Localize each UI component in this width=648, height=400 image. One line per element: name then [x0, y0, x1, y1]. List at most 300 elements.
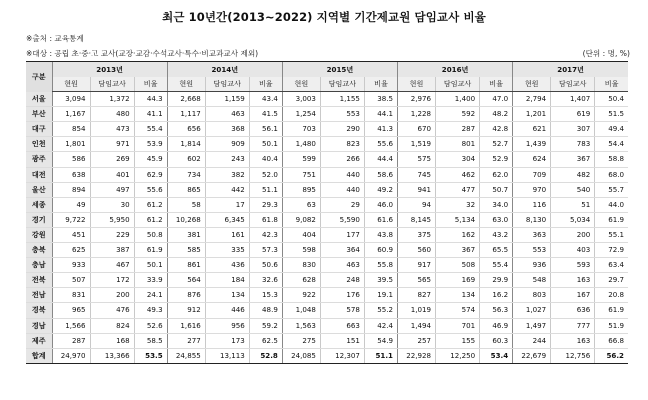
- ratio-cell: 42.4: [364, 318, 397, 333]
- ratio-cell: 62.5: [249, 333, 282, 348]
- value-cell: 1,019: [398, 303, 436, 318]
- value-cell: 440: [320, 182, 364, 197]
- value-cell: 13,113: [205, 348, 249, 363]
- value-cell: 172: [90, 273, 134, 288]
- ratio-cell: 41.5: [249, 107, 282, 122]
- subheader-1: 담임교사: [90, 77, 134, 92]
- ratio-cell: 61.6: [364, 212, 397, 227]
- value-cell: 592: [436, 107, 480, 122]
- region-cell: 대전: [26, 167, 52, 182]
- ratio-cell: 41.1: [134, 107, 167, 122]
- ratio-cell: 44.3: [134, 92, 167, 107]
- value-cell: 578: [320, 303, 364, 318]
- value-cell: 1,801: [52, 137, 90, 152]
- table-row: [26, 107, 628, 122]
- ratio-cell: 43.2: [480, 227, 513, 242]
- value-cell: 917: [398, 258, 436, 273]
- value-cell: 638: [52, 167, 90, 182]
- ratio-cell: 15.3: [249, 288, 282, 303]
- ratio-cell: 72.9: [595, 243, 628, 258]
- region-cell: 충북: [26, 243, 52, 258]
- value-cell: 176: [320, 288, 364, 303]
- ratio-cell: 57.3: [249, 243, 282, 258]
- table-row: [26, 243, 628, 258]
- value-cell: 387: [90, 243, 134, 258]
- ratio-cell: 55.1: [595, 227, 628, 242]
- ratio-cell: 53.5: [134, 348, 167, 363]
- value-cell: 463: [205, 107, 249, 122]
- value-cell: 548: [513, 273, 551, 288]
- value-cell: 1,563: [282, 318, 320, 333]
- value-cell: 1,439: [513, 137, 551, 152]
- value-cell: 151: [320, 333, 364, 348]
- value-cell: 865: [167, 182, 205, 197]
- year-header: 2015년: [282, 62, 397, 78]
- table-row: [26, 318, 628, 333]
- value-cell: 1,159: [205, 92, 249, 107]
- table-row: [26, 182, 628, 197]
- region-cell: 합계: [26, 348, 52, 363]
- value-cell: 734: [167, 167, 205, 182]
- region-cell: 울산: [26, 182, 52, 197]
- table-row: [26, 92, 628, 107]
- value-cell: 670: [398, 122, 436, 137]
- value-cell: 467: [90, 258, 134, 273]
- table-header: [26, 62, 628, 92]
- value-cell: 442: [205, 182, 249, 197]
- value-cell: 5,134: [436, 212, 480, 227]
- value-cell: 463: [320, 258, 364, 273]
- ratio-cell: 51.5: [595, 107, 628, 122]
- value-cell: 628: [282, 273, 320, 288]
- value-cell: 200: [90, 288, 134, 303]
- value-cell: 586: [52, 152, 90, 167]
- value-cell: 1,201: [513, 107, 551, 122]
- value-cell: 619: [551, 107, 595, 122]
- value-cell: 2,668: [167, 92, 205, 107]
- table-row: [26, 303, 628, 318]
- value-cell: 482: [551, 167, 595, 182]
- ratio-cell: 50.7: [480, 182, 513, 197]
- value-cell: 462: [436, 167, 480, 182]
- ratio-cell: 43.8: [364, 227, 397, 242]
- value-cell: 560: [398, 243, 436, 258]
- ratio-cell: 44.4: [364, 152, 397, 167]
- ratio-cell: 56.1: [249, 122, 282, 137]
- value-cell: 574: [436, 303, 480, 318]
- value-cell: 3,003: [282, 92, 320, 107]
- value-cell: 965: [52, 303, 90, 318]
- value-cell: 663: [320, 318, 364, 333]
- value-cell: 290: [320, 122, 364, 137]
- ratio-cell: 55.4: [134, 122, 167, 137]
- value-cell: 12,307: [320, 348, 364, 363]
- ratio-cell: 16.2: [480, 288, 513, 303]
- ratio-cell: 50.6: [249, 258, 282, 273]
- ratio-cell: 55.4: [480, 258, 513, 273]
- value-cell: 861: [167, 258, 205, 273]
- ratio-cell: 40.4: [249, 152, 282, 167]
- value-cell: 803: [513, 288, 551, 303]
- value-cell: 248: [320, 273, 364, 288]
- region-cell: 세종: [26, 197, 52, 212]
- ratio-cell: 61.8: [249, 212, 282, 227]
- value-cell: 30: [90, 197, 134, 212]
- ratio-cell: 56.3: [480, 303, 513, 318]
- ratio-cell: 56.2: [595, 348, 628, 363]
- ratio-cell: 52.8: [249, 348, 282, 363]
- value-cell: 473: [90, 122, 134, 137]
- ratio-cell: 44.0: [595, 197, 628, 212]
- table-row: [26, 152, 628, 167]
- value-cell: 909: [205, 137, 249, 152]
- region-cell: 경북: [26, 303, 52, 318]
- ratio-cell: 43.4: [249, 92, 282, 107]
- ratio-cell: 49.4: [595, 122, 628, 137]
- value-cell: 368: [205, 122, 249, 137]
- ratio-cell: 24.1: [134, 288, 167, 303]
- year-header: 2016년: [398, 62, 513, 78]
- value-cell: 624: [513, 152, 551, 167]
- value-cell: 375: [398, 227, 436, 242]
- ratio-cell: 61.2: [134, 212, 167, 227]
- value-cell: 709: [513, 167, 551, 182]
- value-cell: 1,167: [52, 107, 90, 122]
- value-cell: 12,250: [436, 348, 480, 363]
- value-cell: 1,254: [282, 107, 320, 122]
- value-cell: 335: [205, 243, 249, 258]
- ratio-cell: 50.4: [595, 92, 628, 107]
- ratio-cell: 51.9: [595, 318, 628, 333]
- page-title: 최근 10년간(2013~2022) 지역별 기간제교원 담임교사 비율: [162, 10, 486, 24]
- ratio-cell: 63.4: [595, 258, 628, 273]
- ratio-cell: 50.1: [249, 137, 282, 152]
- scope-note: ※대상 : 공립 초·중·고 교사(교장·교감·수석교사·특수·비교과교사 제외): [26, 49, 259, 58]
- value-cell: 564: [167, 273, 205, 288]
- value-cell: 177: [320, 227, 364, 242]
- value-cell: 24,970: [52, 348, 90, 363]
- value-cell: 1,155: [320, 92, 364, 107]
- region-cell: 서울: [26, 92, 52, 107]
- value-cell: 363: [513, 227, 551, 242]
- value-cell: 701: [436, 318, 480, 333]
- ratio-cell: 20.8: [595, 288, 628, 303]
- value-cell: 854: [52, 122, 90, 137]
- value-cell: 777: [551, 318, 595, 333]
- value-cell: 12,756: [551, 348, 595, 363]
- value-cell: 32: [436, 197, 480, 212]
- value-cell: 553: [513, 243, 551, 258]
- ratio-cell: 59.2: [249, 318, 282, 333]
- ratio-cell: 46.0: [364, 197, 397, 212]
- value-cell: 1,480: [282, 137, 320, 152]
- table-row: [26, 137, 628, 152]
- value-cell: 446: [205, 303, 249, 318]
- value-cell: 602: [167, 152, 205, 167]
- subheader-2: 비율: [249, 77, 282, 92]
- ratio-cell: 58.8: [595, 152, 628, 167]
- table-row: [26, 197, 628, 212]
- subheader-1: 담임교사: [320, 77, 364, 92]
- region-cell: 부산: [26, 107, 52, 122]
- value-cell: 229: [90, 227, 134, 242]
- value-cell: 621: [513, 122, 551, 137]
- ratio-cell: 19.1: [364, 288, 397, 303]
- region-cell: 대구: [26, 122, 52, 137]
- value-cell: 2,976: [398, 92, 436, 107]
- ratio-cell: 52.7: [480, 137, 513, 152]
- table-row: [26, 273, 628, 288]
- value-cell: 1,027: [513, 303, 551, 318]
- value-cell: 17: [205, 197, 249, 212]
- value-cell: 5,590: [320, 212, 364, 227]
- table-body: [26, 92, 628, 364]
- value-cell: 168: [90, 333, 134, 348]
- value-cell: 29: [320, 197, 364, 212]
- region-cell: 인천: [26, 137, 52, 152]
- ratio-cell: 53.4: [480, 348, 513, 363]
- table-row: [26, 333, 628, 348]
- value-cell: 134: [436, 288, 480, 303]
- value-cell: 477: [436, 182, 480, 197]
- subheader-1: 담임교사: [551, 77, 595, 92]
- ratio-cell: 34.0: [480, 197, 513, 212]
- value-cell: 173: [205, 333, 249, 348]
- value-cell: 24,855: [167, 348, 205, 363]
- value-cell: 507: [52, 273, 90, 288]
- ratio-cell: 32.6: [249, 273, 282, 288]
- ratio-cell: 47.0: [480, 92, 513, 107]
- value-cell: 599: [282, 152, 320, 167]
- value-cell: 451: [52, 227, 90, 242]
- table-row: [26, 167, 628, 182]
- value-cell: 401: [90, 167, 134, 182]
- value-cell: 827: [398, 288, 436, 303]
- value-cell: 2,794: [513, 92, 551, 107]
- value-cell: 894: [52, 182, 90, 197]
- value-cell: 636: [551, 303, 595, 318]
- corner-header: 구분: [26, 62, 52, 92]
- ratio-cell: 50.1: [134, 258, 167, 273]
- value-cell: 5,950: [90, 212, 134, 227]
- ratio-cell: 42.8: [480, 122, 513, 137]
- value-cell: 169: [436, 273, 480, 288]
- ratio-cell: 63.0: [480, 212, 513, 227]
- table-row: [26, 122, 628, 137]
- value-cell: 243: [205, 152, 249, 167]
- value-cell: 184: [205, 273, 249, 288]
- ratio-cell: 41.3: [364, 122, 397, 137]
- value-cell: 751: [282, 167, 320, 182]
- subheader-0: 현원: [513, 77, 551, 92]
- ratio-cell: 52.6: [134, 318, 167, 333]
- value-cell: 783: [551, 137, 595, 152]
- value-cell: 287: [52, 333, 90, 348]
- value-cell: 585: [167, 243, 205, 258]
- year-header: 2017년: [513, 62, 628, 78]
- region-cell: 광주: [26, 152, 52, 167]
- value-cell: 1,497: [513, 318, 551, 333]
- ratio-cell: 49.2: [364, 182, 397, 197]
- ratio-cell: 68.0: [595, 167, 628, 182]
- value-cell: 364: [320, 243, 364, 258]
- region-cell: 충남: [26, 258, 52, 273]
- value-cell: 1,407: [551, 92, 595, 107]
- ratio-cell: 29.9: [480, 273, 513, 288]
- ratio-cell: 44.1: [364, 107, 397, 122]
- ratio-cell: 52.9: [480, 152, 513, 167]
- table-row: [26, 258, 628, 273]
- value-cell: 922: [282, 288, 320, 303]
- value-cell: 167: [551, 288, 595, 303]
- year-header: 2014년: [167, 62, 282, 78]
- ratio-cell: 65.5: [480, 243, 513, 258]
- value-cell: 745: [398, 167, 436, 182]
- subheader-2: 비율: [595, 77, 628, 92]
- value-cell: 1,616: [167, 318, 205, 333]
- value-cell: 163: [551, 333, 595, 348]
- value-cell: 381: [167, 227, 205, 242]
- ratio-cell: 49.3: [134, 303, 167, 318]
- value-cell: 257: [398, 333, 436, 348]
- value-cell: 876: [167, 288, 205, 303]
- value-cell: 941: [398, 182, 436, 197]
- value-cell: 367: [436, 243, 480, 258]
- ratio-cell: 51.1: [364, 348, 397, 363]
- value-cell: 830: [282, 258, 320, 273]
- ratio-cell: 29.7: [595, 273, 628, 288]
- value-cell: 161: [205, 227, 249, 242]
- value-cell: 956: [205, 318, 249, 333]
- ratio-cell: 38.5: [364, 92, 397, 107]
- value-cell: 163: [551, 273, 595, 288]
- subheader-0: 현원: [398, 77, 436, 92]
- subheader-0: 현원: [167, 77, 205, 92]
- value-cell: 275: [282, 333, 320, 348]
- ratio-cell: 62.0: [480, 167, 513, 182]
- value-cell: 5,034: [551, 212, 595, 227]
- value-cell: 307: [551, 122, 595, 137]
- ratio-cell: 55.6: [134, 182, 167, 197]
- value-cell: 565: [398, 273, 436, 288]
- value-cell: 971: [90, 137, 134, 152]
- ratio-cell: 60.3: [480, 333, 513, 348]
- value-cell: 540: [551, 182, 595, 197]
- value-cell: 823: [320, 137, 364, 152]
- value-cell: 1,228: [398, 107, 436, 122]
- ratio-cell: 52.0: [249, 167, 282, 182]
- value-cell: 63: [282, 197, 320, 212]
- subheader-2: 비율: [480, 77, 513, 92]
- value-cell: 1,400: [436, 92, 480, 107]
- value-cell: 8,145: [398, 212, 436, 227]
- ratio-cell: 61.9: [595, 303, 628, 318]
- ratio-cell: 55.7: [595, 182, 628, 197]
- value-cell: 58: [167, 197, 205, 212]
- value-cell: 480: [90, 107, 134, 122]
- ratio-cell: 54.4: [595, 137, 628, 152]
- region-cell: 경기: [26, 212, 52, 227]
- value-cell: 598: [282, 243, 320, 258]
- ratio-cell: 66.8: [595, 333, 628, 348]
- value-cell: 304: [436, 152, 480, 167]
- value-cell: 436: [205, 258, 249, 273]
- region-cell: 전남: [26, 288, 52, 303]
- subheader-1: 담임교사: [205, 77, 249, 92]
- value-cell: 625: [52, 243, 90, 258]
- region-cell: 강원: [26, 227, 52, 242]
- ratio-cell: 48.2: [480, 107, 513, 122]
- value-cell: 10,268: [167, 212, 205, 227]
- ratio-cell: 61.2: [134, 197, 167, 212]
- table-row: [26, 212, 628, 227]
- ratio-cell: 33.9: [134, 273, 167, 288]
- value-cell: 266: [320, 152, 364, 167]
- value-cell: 22,679: [513, 348, 551, 363]
- ratio-cell: 53.9: [134, 137, 167, 152]
- value-cell: 6,345: [205, 212, 249, 227]
- region-cell: 경남: [26, 318, 52, 333]
- year-header: 2013년: [52, 62, 167, 78]
- ratio-cell: 54.9: [364, 333, 397, 348]
- value-cell: 382: [205, 167, 249, 182]
- value-cell: 970: [513, 182, 551, 197]
- ratio-cell: 62.9: [134, 167, 167, 182]
- value-cell: 936: [513, 258, 551, 273]
- value-cell: 49: [52, 197, 90, 212]
- value-cell: 8,130: [513, 212, 551, 227]
- value-cell: 244: [513, 333, 551, 348]
- value-cell: 24,085: [282, 348, 320, 363]
- value-cell: 824: [90, 318, 134, 333]
- value-cell: 116: [513, 197, 551, 212]
- ratio-cell: 29.3: [249, 197, 282, 212]
- value-cell: 134: [205, 288, 249, 303]
- ratio-cell: 61.9: [134, 243, 167, 258]
- ratio-cell: 46.9: [480, 318, 513, 333]
- ratio-cell: 45.9: [134, 152, 167, 167]
- subheader-0: 현원: [52, 77, 90, 92]
- value-cell: 575: [398, 152, 436, 167]
- value-cell: 801: [436, 137, 480, 152]
- ratio-cell: 60.9: [364, 243, 397, 258]
- ratio-cell: 48.9: [249, 303, 282, 318]
- unit-note: (단위 : 명, %): [582, 49, 630, 58]
- value-cell: 367: [551, 152, 595, 167]
- value-cell: 9,082: [282, 212, 320, 227]
- ratio-cell: 55.6: [364, 137, 397, 152]
- value-cell: 933: [52, 258, 90, 273]
- value-cell: 287: [436, 122, 480, 137]
- subheader-1: 담임교사: [436, 77, 480, 92]
- value-cell: 200: [551, 227, 595, 242]
- subheader-2: 비율: [134, 77, 167, 92]
- total-row: [26, 348, 628, 363]
- value-cell: 1,519: [398, 137, 436, 152]
- ratio-cell: 55.2: [364, 303, 397, 318]
- value-cell: 593: [551, 258, 595, 273]
- value-cell: 1,372: [90, 92, 134, 107]
- ratio-cell: 42.3: [249, 227, 282, 242]
- value-cell: 476: [90, 303, 134, 318]
- value-cell: 1,048: [282, 303, 320, 318]
- value-cell: 440: [320, 167, 364, 182]
- value-cell: 703: [282, 122, 320, 137]
- ratio-cell: 50.8: [134, 227, 167, 242]
- value-cell: 94: [398, 197, 436, 212]
- value-cell: 9,722: [52, 212, 90, 227]
- statistics-table: [26, 61, 628, 364]
